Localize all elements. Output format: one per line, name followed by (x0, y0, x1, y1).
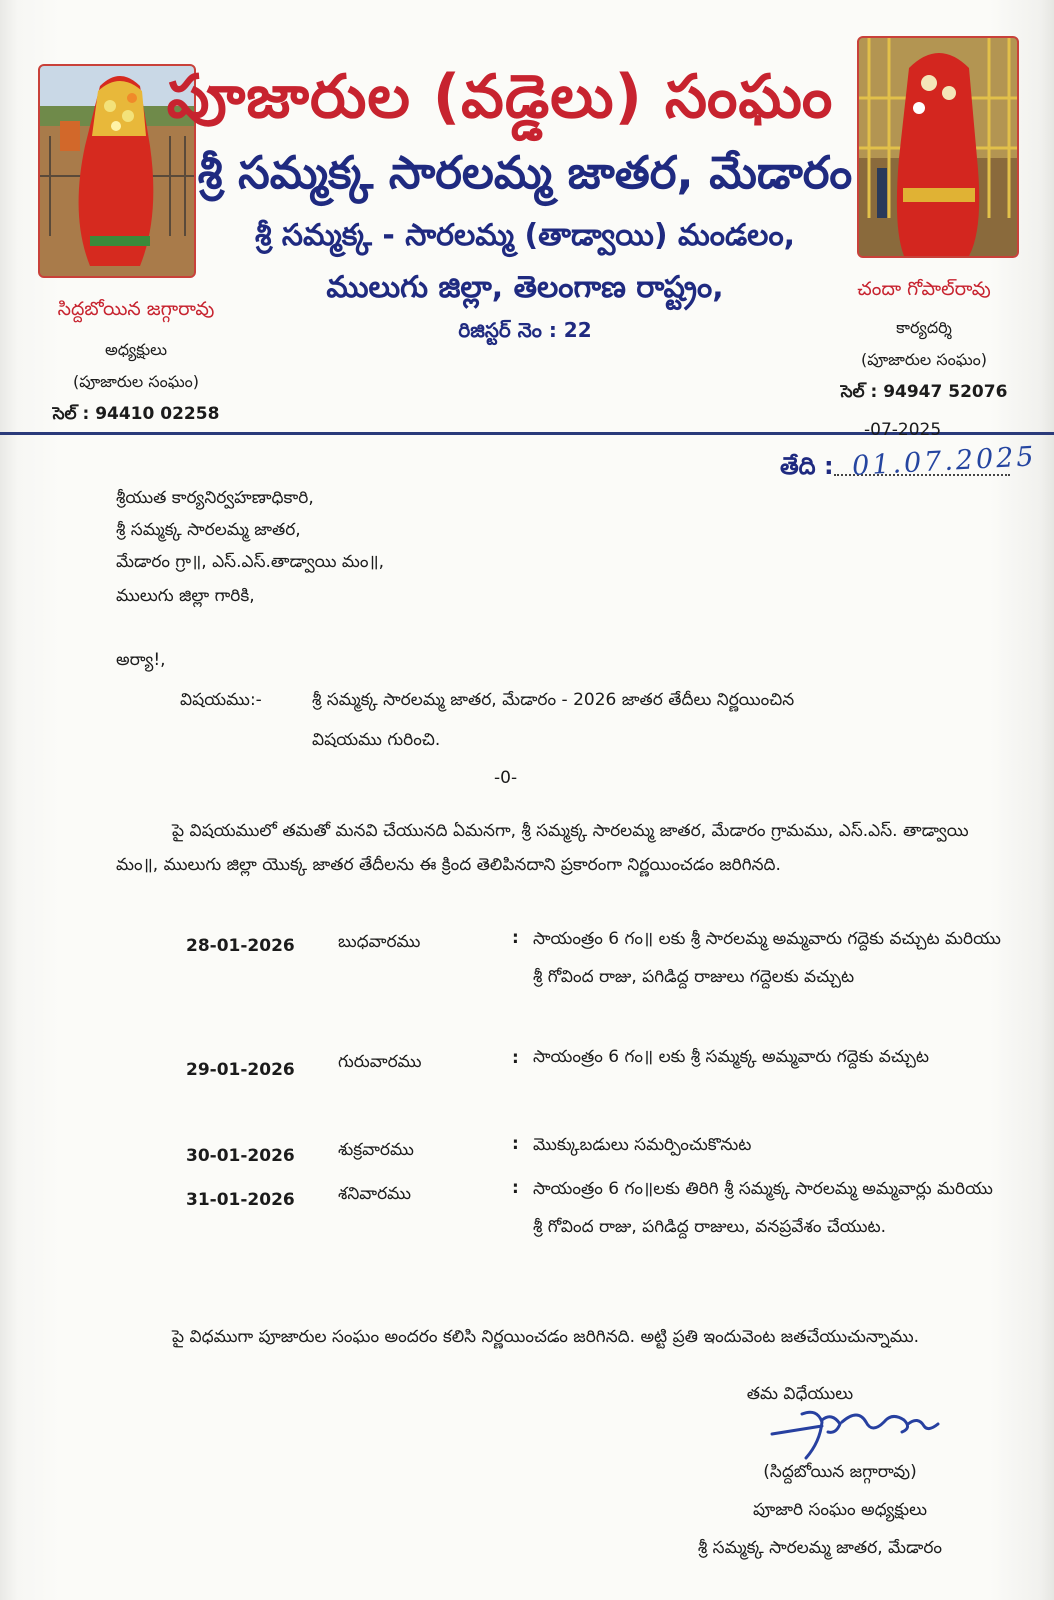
schedule-desc: మొక్కుబడులు సమర్పించుకొనుట (533, 1135, 752, 1155)
schedule-colon: : (512, 1048, 519, 1068)
recipient-line: మేడారం గ్రా॥, ఎస్.ఎస్.తాడ్వాయి మం॥, (116, 552, 385, 572)
subject-line2: విషయము గురించి. (312, 730, 441, 750)
schedule-date: 29-01-2026 (186, 1060, 295, 1080)
schedule-day: శుక్రవారము (338, 1140, 414, 1160)
schedule-colon: : (512, 928, 519, 948)
schedule-desc: సాయంత్రం 6 గం॥ లకు శ్రీ సమ్మక్క అమ్మవారు గద్దెకు వచ్చుట (533, 1047, 929, 1067)
recipient-line: శ్రీయుత కార్యనిర్వహణాధికారి, (116, 488, 314, 508)
recipient-line: శ్రీ సమ్మక్క సారలమ్మ జాతర, (116, 520, 301, 540)
body-closing: పై విధముగా పూజారుల సంఘం అందరం కలిసి నిర్ణయించడం జరిగినది. అట్టి ప్రతి ఇందువెంట జతచేయుచున్నాము. (172, 1327, 920, 1347)
secretary-org: (పూజారుల సంఘం) (860, 350, 987, 369)
schedule-date: 31-01-2026 (186, 1190, 295, 1210)
president-cell: సెల్ : 94410 02258 (52, 404, 220, 424)
salutation: అర్యా!, (116, 650, 166, 670)
date-preprinted: -07-2025 (864, 420, 942, 440)
schedule-desc: సాయంత్రం 6 గం॥లకు తిరిగి శ్రీ సమ్మక్క సారలమ్మ అమ్మవార్లు మరియు శ్రీ గోవింద రాజు, పగిడిద్ద రాజులు, వనప్రవేశం చేయుట. (533, 1179, 993, 1237)
body-intro: పై విషయములో తమతో మనవి చేయునది ఏమనగా, శ్రీ సమ్మక్క సారలమ్మ జాతర, మేడారం గ్రామము, ఎస్.ఎస్. తాడ్వాయి మం॥, ములుగు జిల్లా యొక్క జాతర తేదీలను ఈ క్రింద తెలిపినదాని ప్రకారంగా నిర్ణయించడం జరిగినది. (116, 821, 969, 875)
schedule-day: బుధవారము (338, 932, 421, 952)
signature (762, 1402, 952, 1462)
subject-label: విషయము:- (180, 690, 262, 710)
org-title: పూజారుల (వడ్డెలు) సంఘం (166, 62, 834, 132)
schedule-colon: : (512, 1134, 519, 1154)
date-handwritten: 01.07.2025 (851, 441, 1038, 482)
org-address-line1: శ్రీ సమ్మక్క - సారలమ్మ (తాడ్వాయి) మండలం, (254, 218, 796, 253)
signoff-yours: తమ విధేయులు (746, 1384, 854, 1404)
schedule-date: 28-01-2026 (186, 936, 295, 956)
secretary-name: చందా గోపాల్‌రావు (857, 278, 991, 300)
org-subtitle: శ్రీ సమ్మక్క సారలమ్మ జాతర, మేడారం (197, 146, 853, 199)
signoff-title: పూజారి సంఘం అధ్యక్షులు (752, 1500, 928, 1520)
secretary-cell: సెల్ : 94947 52076 (840, 382, 1008, 402)
subject-line1: శ్రీ సమ్మక్క సారలమ్మ జాతర, మేడారం - 2026 జాతర తేదీలు నిర్ణయించిన (312, 690, 795, 710)
president-name: సిద్దబోయిన జగ్గారావు (57, 298, 215, 320)
secretary-role: కార్యదర్శి (896, 318, 952, 337)
signoff-name: (సిద్దబోయిన జగ్గారావు) (763, 1462, 917, 1482)
president-org: (పూజారుల సంఘం) (72, 372, 199, 391)
register-number: రిజిస్టర్ నెం : 22 (458, 318, 592, 342)
separator: -0- (494, 768, 518, 788)
date-label: తేది : (780, 452, 834, 480)
schedule-colon: : (512, 1178, 519, 1198)
schedule-day: గురువారము (338, 1052, 422, 1072)
signoff-org: శ్రీ సమ్మక్క సారలమ్మ జాతర, మేడారం (697, 1538, 943, 1558)
schedule-day: శనివారము (338, 1184, 412, 1204)
recipient-line: ములుగు జిల్లా గారికి, (116, 586, 255, 606)
president-role: అధ్యక్షులు (104, 340, 168, 359)
org-address-line2: ములుగు జిల్లా, తెలంగాణ రాష్ట్రం, (326, 270, 724, 305)
schedule-date: 30-01-2026 (186, 1146, 295, 1166)
schedule-desc: సాయంత్రం 6 గం॥ లకు శ్రీ సారలమ్మ అమ్మవారు గద్దెకు వచ్చుట మరియు శ్రీ గోవింద రాజు, పగిడిద్ద రాజులు గద్దెలకు వచ్చుట (533, 929, 1001, 987)
